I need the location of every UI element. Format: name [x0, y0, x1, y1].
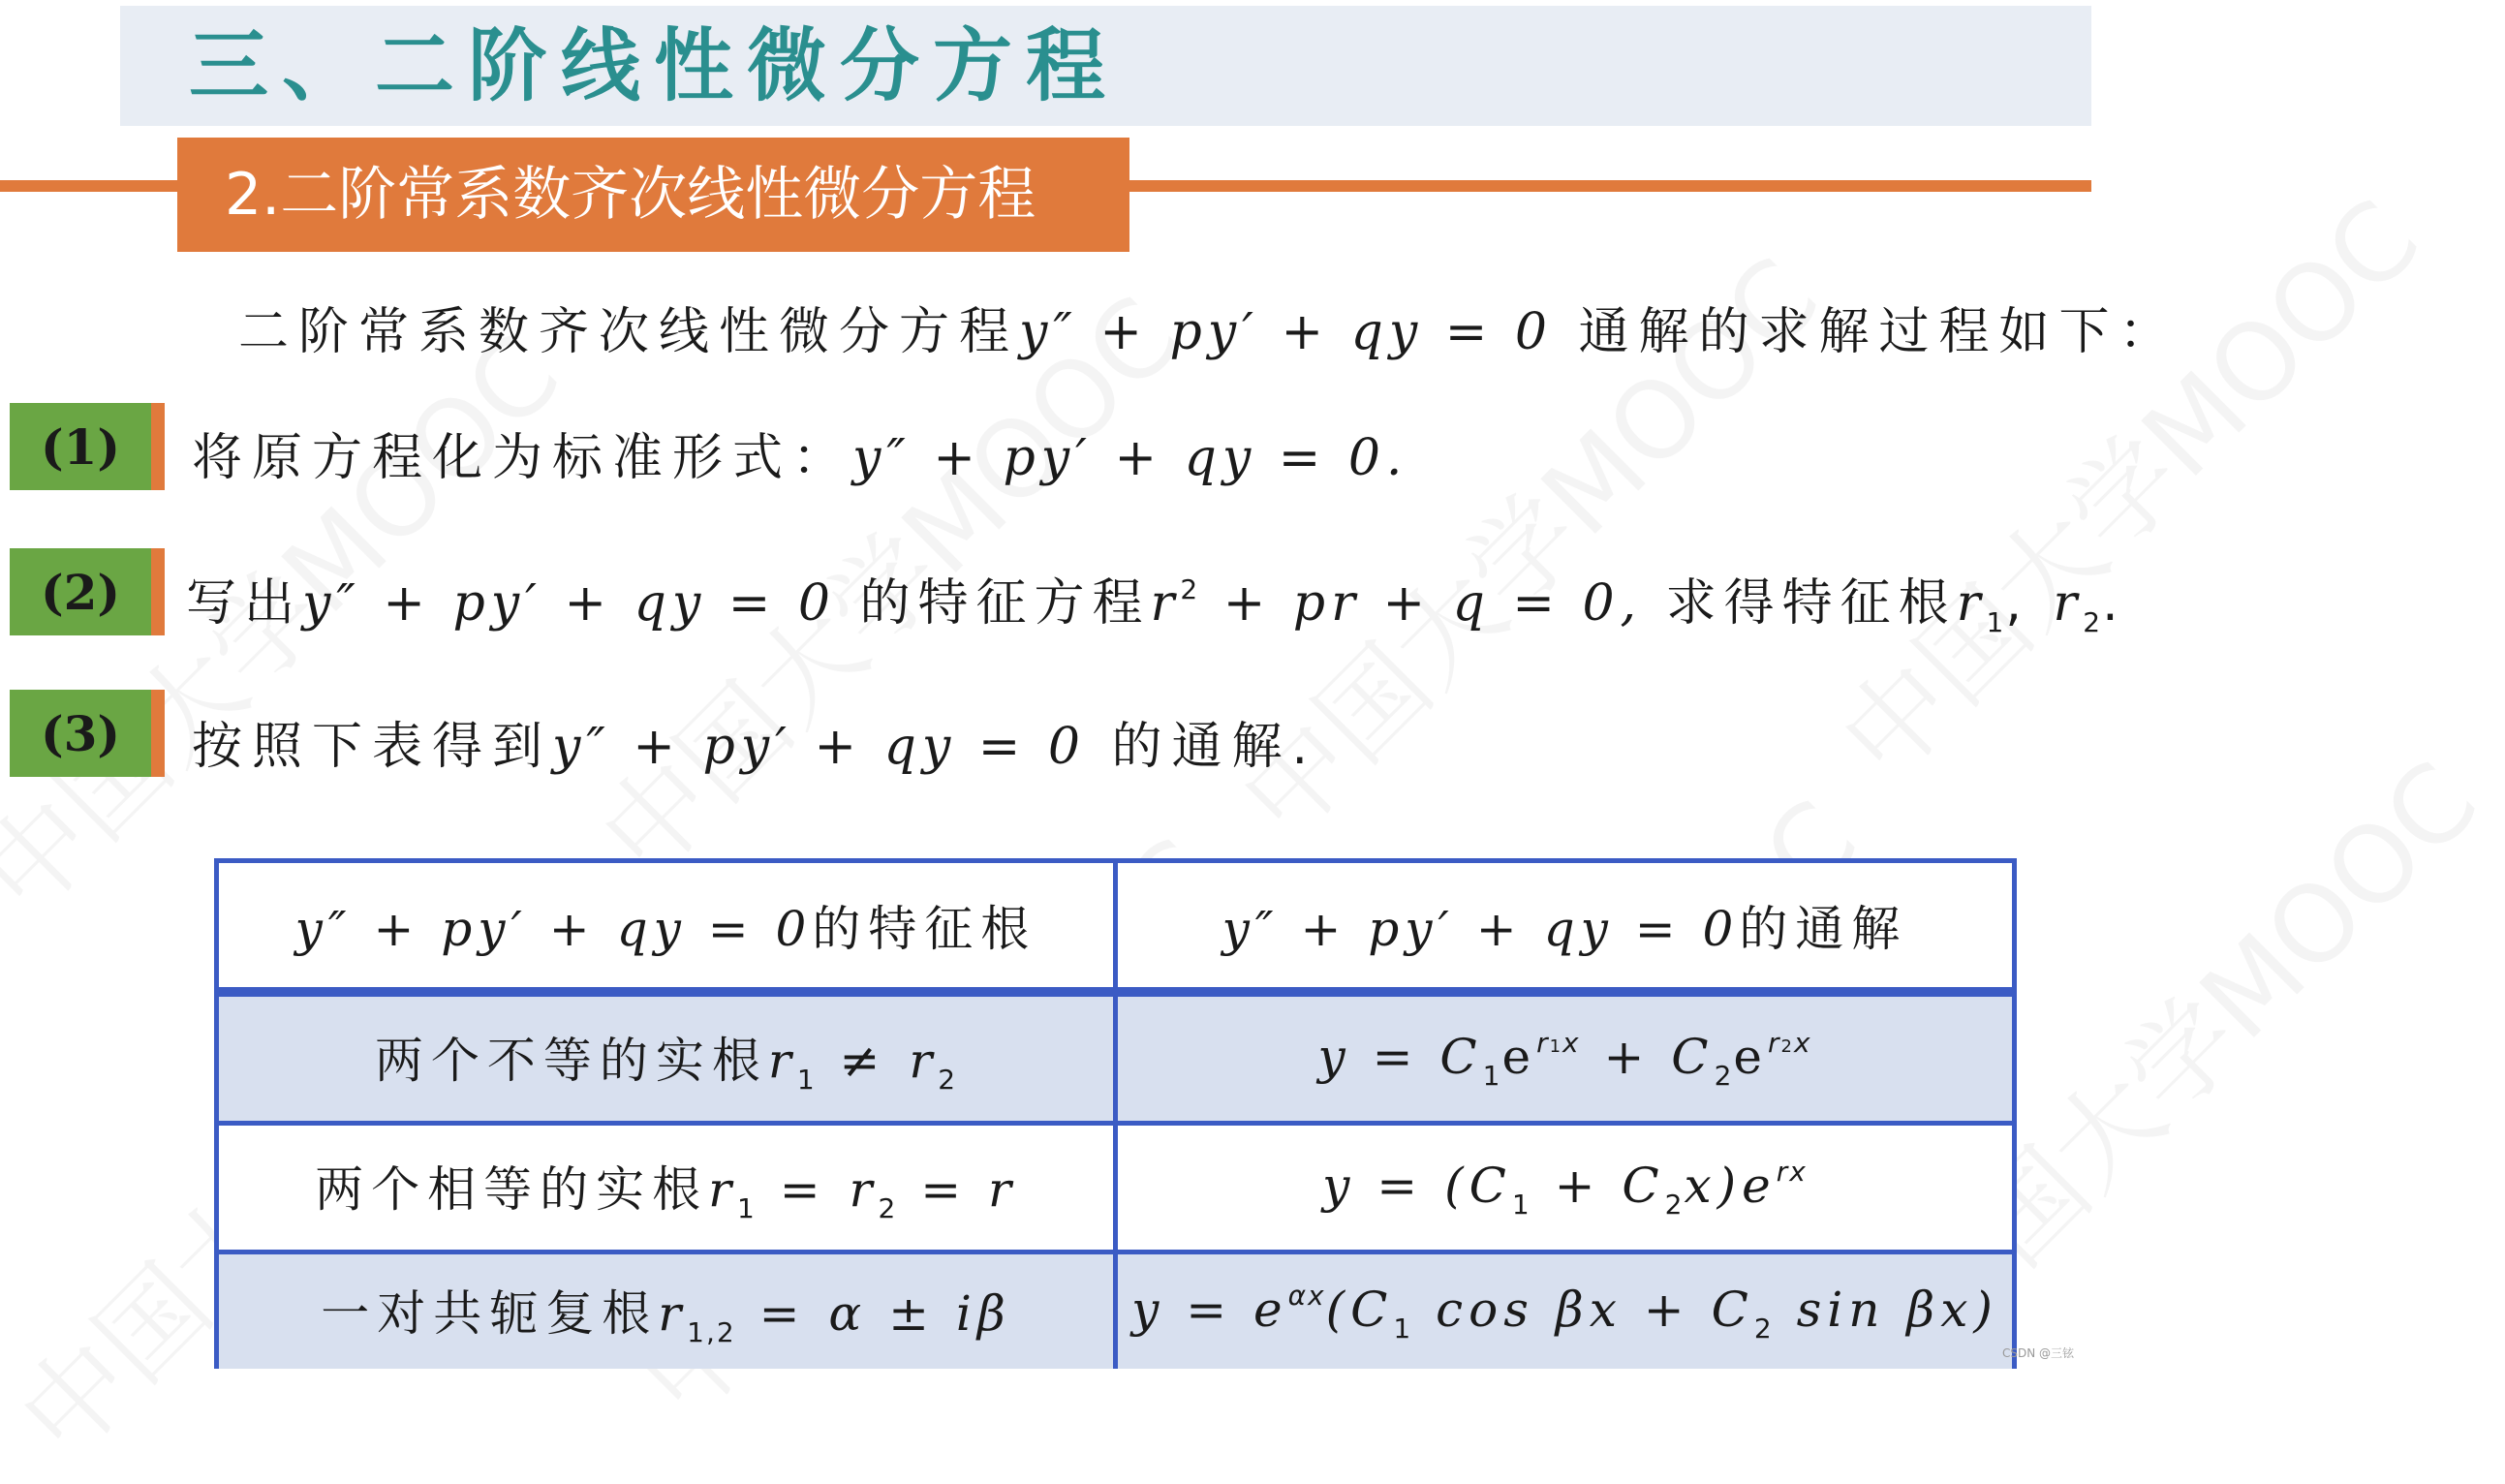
root-subscript: 1,2 — [687, 1316, 736, 1348]
table-row — [217, 992, 2015, 1124]
c1-subscript: 1 — [1511, 1188, 1531, 1221]
step-badge-2 — [10, 548, 165, 635]
exp-r-sub: 2 — [1780, 1036, 1794, 1057]
step-text: 求得特征根 — [1665, 574, 1957, 633]
section-title: 三、二阶线性微分方程 — [189, 20, 1120, 112]
solution-cell — [1116, 1124, 2015, 1252]
step-2-line — [186, 562, 2126, 638]
c2-subscript: 2 — [1714, 1059, 1734, 1092]
root-type: 两个不等的实根 — [374, 1033, 768, 1089]
header-equation: y″ + py′ + qy = 0 — [294, 901, 813, 957]
exp-r: r — [1767, 1026, 1781, 1059]
exp-x: x — [1562, 1026, 1581, 1059]
root-symbol: r — [767, 1033, 797, 1089]
exponent — [1768, 1027, 1812, 1059]
solution-plus: + C — [1554, 1157, 1665, 1214]
root-subscript: 1 — [737, 1192, 757, 1224]
step-end: . — [2102, 574, 2126, 633]
root-symbol: r — [658, 1285, 688, 1342]
step-text: 的特征方程 — [859, 574, 1151, 633]
solution-plus: + C — [1603, 1028, 1715, 1085]
intro-line — [238, 291, 2179, 363]
solution-lhs: y = (C — [1322, 1157, 1512, 1214]
root-1: r — [1956, 574, 1987, 633]
root-symbol: r — [909, 1033, 939, 1089]
header-text: 的通解 — [1739, 901, 1908, 957]
root-operator: = — [779, 1161, 826, 1218]
root-cell — [217, 1124, 1116, 1252]
root-operator: = — [758, 1285, 806, 1342]
root-symbol: r — [849, 1161, 879, 1218]
root-type: 两个相等的实根 — [315, 1161, 709, 1218]
credit-text: CSDN @三铉 — [2001, 1346, 2074, 1360]
root-subscript: 2 — [938, 1064, 958, 1096]
char-eq-exponent: 2 — [1180, 573, 1200, 605]
root-cell — [217, 992, 1116, 1124]
root-1-sub: 1 — [1986, 606, 2006, 638]
step-text: 写出 — [186, 574, 303, 633]
step-badge-1 — [10, 403, 165, 490]
root-tail: α ± iβ — [828, 1285, 1011, 1342]
roots-table — [214, 858, 2017, 1369]
step-badge-3 — [10, 690, 165, 777]
exponent: rx — [1776, 1155, 1808, 1188]
intro-equation: y″ + py′ + qy = 0 — [1019, 303, 1553, 361]
step-equation: y″ + py′ + qy = 0 — [552, 718, 1086, 776]
solution-lhs: y = C — [1317, 1028, 1483, 1085]
solution-tail: sin βx) — [1796, 1281, 1998, 1338]
intro-text-after: 通解的求解过程如下： — [1578, 303, 2180, 361]
step-text: 将原方程化为标准形式： — [192, 429, 853, 487]
root-2: r — [2053, 574, 2084, 633]
solution-tail: x)e — [1684, 1157, 1777, 1214]
step-label: (1) — [40, 417, 121, 476]
exp-base: e — [1501, 1028, 1537, 1085]
header-equation: y″ + py′ + qy = 0 — [1222, 901, 1740, 957]
c1-subscript: 1 — [1482, 1059, 1502, 1092]
root-type: 一对共轭复根 — [321, 1285, 659, 1342]
root-subscript: 1 — [796, 1064, 817, 1096]
solution-mid: cos βx + C — [1436, 1281, 1754, 1338]
solution-cell — [1116, 1252, 2015, 1370]
root-sep: , — [2005, 574, 2029, 633]
table-row — [217, 1124, 2015, 1252]
char-eq-r: r — [1150, 574, 1181, 633]
c2-subscript: 2 — [1753, 1312, 1774, 1345]
solution-lhs: y = e — [1131, 1281, 1288, 1338]
root-tail: = r — [920, 1161, 1017, 1218]
table-row — [217, 1252, 2015, 1370]
exponent — [1536, 1027, 1581, 1059]
char-eq-rest: + pr + q = 0, — [1222, 574, 1643, 633]
root-operator: ≠ — [839, 1033, 886, 1089]
root-2-sub: 2 — [2083, 606, 2103, 638]
solution-open: (C — [1325, 1281, 1394, 1338]
exp-base: e — [1733, 1028, 1768, 1085]
header-text: 的特征根 — [812, 901, 1037, 957]
step-1-line — [192, 417, 1407, 489]
step-label: (3) — [40, 704, 121, 762]
intro-text: 二阶常系数齐次线性微分方程 — [238, 303, 1020, 361]
step-3-line — [192, 705, 1317, 778]
header-cell-roots — [217, 861, 1116, 993]
header-cell-solution — [1116, 861, 2015, 993]
step-equation: y″ + py′ + qy = 0 — [302, 574, 836, 633]
root-symbol: r — [708, 1161, 737, 1218]
exponent: αx — [1287, 1279, 1326, 1312]
subtitle: 2.二阶常系数齐次线性微分方程 — [225, 161, 1036, 229]
step-equation: y″ + py′ + qy = 0. — [852, 429, 1408, 487]
exp-r: r — [1536, 1026, 1550, 1059]
table-header-row — [217, 861, 2015, 993]
exp-r-sub: 1 — [1549, 1036, 1563, 1057]
roots-table-wrapper — [214, 858, 2017, 1365]
exp-x: x — [1793, 1026, 1812, 1059]
solution-cell — [1116, 992, 2015, 1124]
c2-subscript: 2 — [1664, 1188, 1685, 1221]
step-text: 的通解. — [1111, 718, 1317, 776]
c1-subscript: 1 — [1393, 1312, 1413, 1345]
root-subscript: 2 — [878, 1192, 898, 1224]
step-text: 按照下表得到 — [192, 718, 553, 776]
step-label: (2) — [40, 563, 121, 621]
watermark — [1801, 161, 2447, 807]
root-cell — [217, 1252, 1116, 1370]
